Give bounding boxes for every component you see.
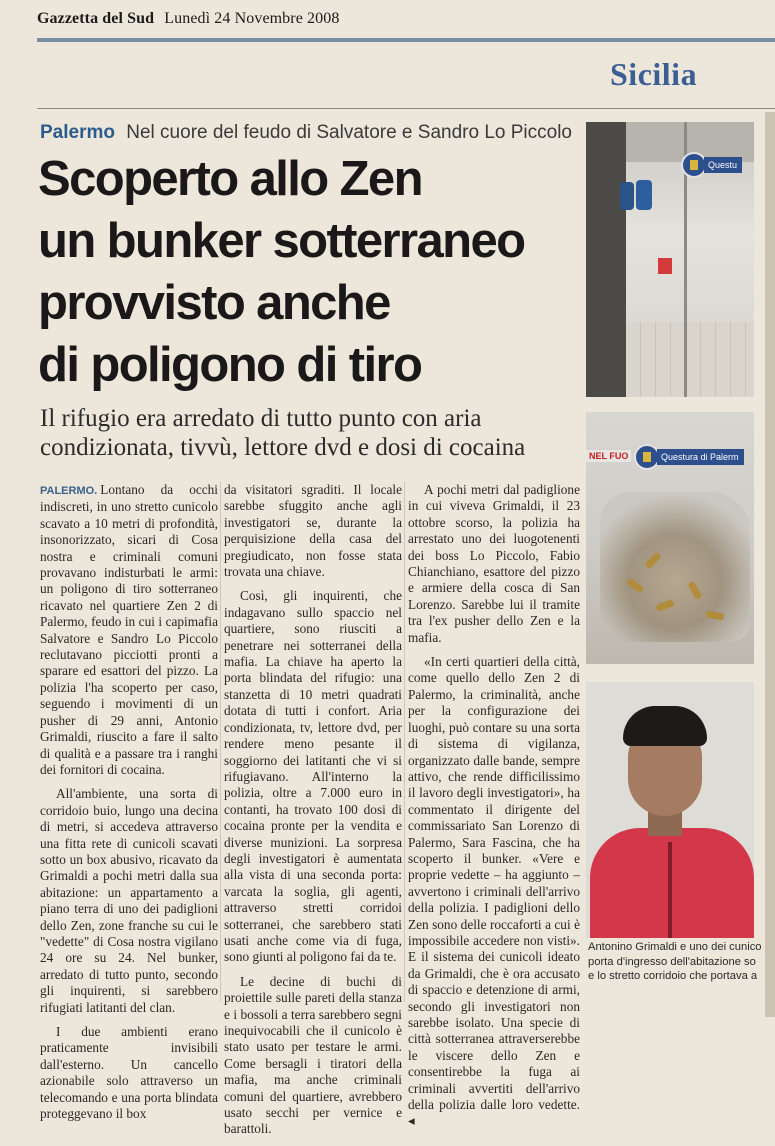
hair <box>623 706 707 746</box>
newspaper-name: Gazzetta del Sud <box>37 10 155 27</box>
police-badge <box>681 152 742 178</box>
paragraph: Così, gli inquirenti, che indagavano sullo spaccio nel quartiere, sono riusciti a penetrare nei sotterranei della mafia. La chiave ha aperto la porta blindata del rifugio: una stanzetta di 10 metri quadrati dotata di tutti i confort. Aria condizionata, tv, lettore dvd, per rendere meno pesante il soggiorno dei latitanti che vi si rifugiavano. All'interno la polizia, oltre a 7.000 euro in contanti, ha trovato 100 dosi di cocaina pronte per la vendita e diverse munizioni. La sorpresa degli investigatori è aumentata alla vista di una seconda porta: varcata la soglia, gli agenti, attraverso stretti corridoi sotterranei, che sarebbero stati usati anche come via di fuga, sono giunti al poligono fai da te. <box>224 588 402 965</box>
photo-bunker-corridor <box>586 122 754 397</box>
headline-line: di poligono di tiro <box>38 338 422 392</box>
kicker-text: Nel cuore del feudo di Salvatore e Sandro Lo Piccolo <box>126 122 572 143</box>
issue-date: Lunedì 24 Novembre 2008 <box>164 10 340 27</box>
masthead <box>37 10 339 28</box>
paragraph: da visitatori sgraditi. Il locale sarebbe sfuggito anche agli investigatori se, durante la perquisizione della casa del pregiudicato, non fosse stata trovata una chiave. <box>224 482 402 580</box>
photo-suspect-portrait <box>586 682 754 938</box>
photo-caption: Antonino Grimaldi e uno dei cunico porta d'ingresso dell'abitazione so e lo stretto corridoio che portava a <box>588 941 762 982</box>
red-bucket <box>658 258 672 274</box>
section-rule <box>37 108 775 109</box>
photo-seized-ammunition <box>586 412 754 664</box>
article-column-2 <box>224 482 402 1146</box>
column-divider <box>220 482 221 1002</box>
paragraph-text: Lontano da occhi indiscreti, in uno stretto cunicolo scavato a 10 metri di profondità, insonorizzato, sicari di Cosa nostra e criminali comuni provavano indisturbati le armi: un poligono di tiro sotterraneo ricavato nel quartiere Zen 2 di Palermo, feudo in cui i capimafia Salvatore e Sandro Lo Piccolo reclutavano picciotti pronti a sparare ed esattori del pizzo. La polizia l'ha scoperto per caso, seguendo i movimenti di un pusher di 29 anni, Antonio Grimaldi, riuscito a fare il salto di qualità e a passare tra i ranghi dei fornitori di cocaina. <box>40 482 218 777</box>
article-column-3 <box>408 482 580 1138</box>
corridor-wall <box>586 122 626 397</box>
red-jacket <box>590 828 754 938</box>
gas-tank <box>636 180 652 210</box>
column-divider <box>404 482 405 1002</box>
headline-line: Scoperto allo Zen <box>38 152 422 206</box>
police-badge <box>634 444 744 470</box>
headline-line: provvisto anche <box>38 276 390 330</box>
paragraph: Le decine di buchi di proiettile sulle pareti della stanza e i bossoli a terra sarebbero segni inequivocabili che il cunicolo è stato usato per testare le armi. Come bersagli i tiratori della mafia, ma anche criminali comuni del quartiere, avrebbero usato secchi per vernice e barattoli. <box>224 973 402 1137</box>
top-rule <box>37 38 775 42</box>
evidence-tag: NEL FUO <box>586 450 631 462</box>
headline-line: un bunker sotterraneo <box>38 214 525 268</box>
jacket-zip <box>668 842 672 938</box>
gas-tank <box>620 182 634 210</box>
paragraph: I due ambienti erano praticamente invisibili dall'esterno. Un cancello azionabile solo attraverso un telecomando e una porta blindata proteggevano il box <box>40 1024 218 1122</box>
tiled-floor <box>626 322 754 397</box>
ammunition-bag <box>600 492 750 642</box>
kicker <box>40 122 572 144</box>
subhead: Il rifugio era arredato di tutto punto con aria condizionata, tivvù, lettore dvd e dosi di cocaina <box>40 405 526 461</box>
page-edge <box>765 112 775 1017</box>
paragraph: «In certi quartieri della città, come quello dello Zen 2 di Palermo, la criminalità, anche per la configurazione dei luoghi, può contare su una sorta di sistema di vigilanza, organizzato dalle bande, sempre attivo, che rende difficilissimo il lavoro degli investigatori», ha commentato il dirigente del commissariato San Lorenzo di Palermo, Sara Fascina, che ha scoperto il bunker. «Vere e proprie vedette – ha aggiunto – avvertono i criminali dell'arrivo della polizia. I padiglioni dello Zen sono delle roccaforti a cui è impossibile accedere non visti». E il sistema dei cunicoli ideato da Grimaldi, che è ora accusato di spaccio e detenzione di armi, secondo gli investigatori non sarebbe isolato. Una specie di città sotterranea attraverserebbe le viscere dello Zen e consentirebbe la fuga ai criminali avvertiti dell'arrivo della polizia dalle loro vedette. ◂ <box>408 654 580 1129</box>
headline <box>38 148 583 396</box>
paragraph <box>40 482 218 778</box>
section-title: Sicilia <box>610 56 698 92</box>
kicker-place: Palermo <box>40 122 115 143</box>
badge-label: Questura di Palerm <box>657 449 744 465</box>
article-column-1 <box>40 482 218 1130</box>
byline: PALERMO. <box>40 485 98 497</box>
paragraph: All'ambiente, una sorta di corridoio buio, lungo una decina di metri, si accedeva attraverso una fitta rete di cunicoli scavati sotto un box abusivo, ricavato da Grimaldi a pochi metri dalla sua abitazione: un appartamento a piano terra di uno dei padiglioni dello Zen, zone franche su cui le "vedette" di Cosa nostra vigilano 24 ore su 24. Nel bunker, arredato di tutto punto, secondo gli inquirenti, si sarebbero rifugiati latitanti del clan. <box>40 786 218 1015</box>
badge-label: Questu <box>704 157 742 173</box>
paragraph: A pochi metri dal padiglione in cui viveva Grimaldi, il 23 ottobre scorso, la polizia ha arrestato uno dei luogotenenti dei boss Lo Piccolo, Fabio Chianchiano, esattore del pizzo e armiere della cosca di San Lorenzo. Sarebbe lui il tramite tra l'ex pusher dello Zen e la mafia. <box>408 482 580 645</box>
